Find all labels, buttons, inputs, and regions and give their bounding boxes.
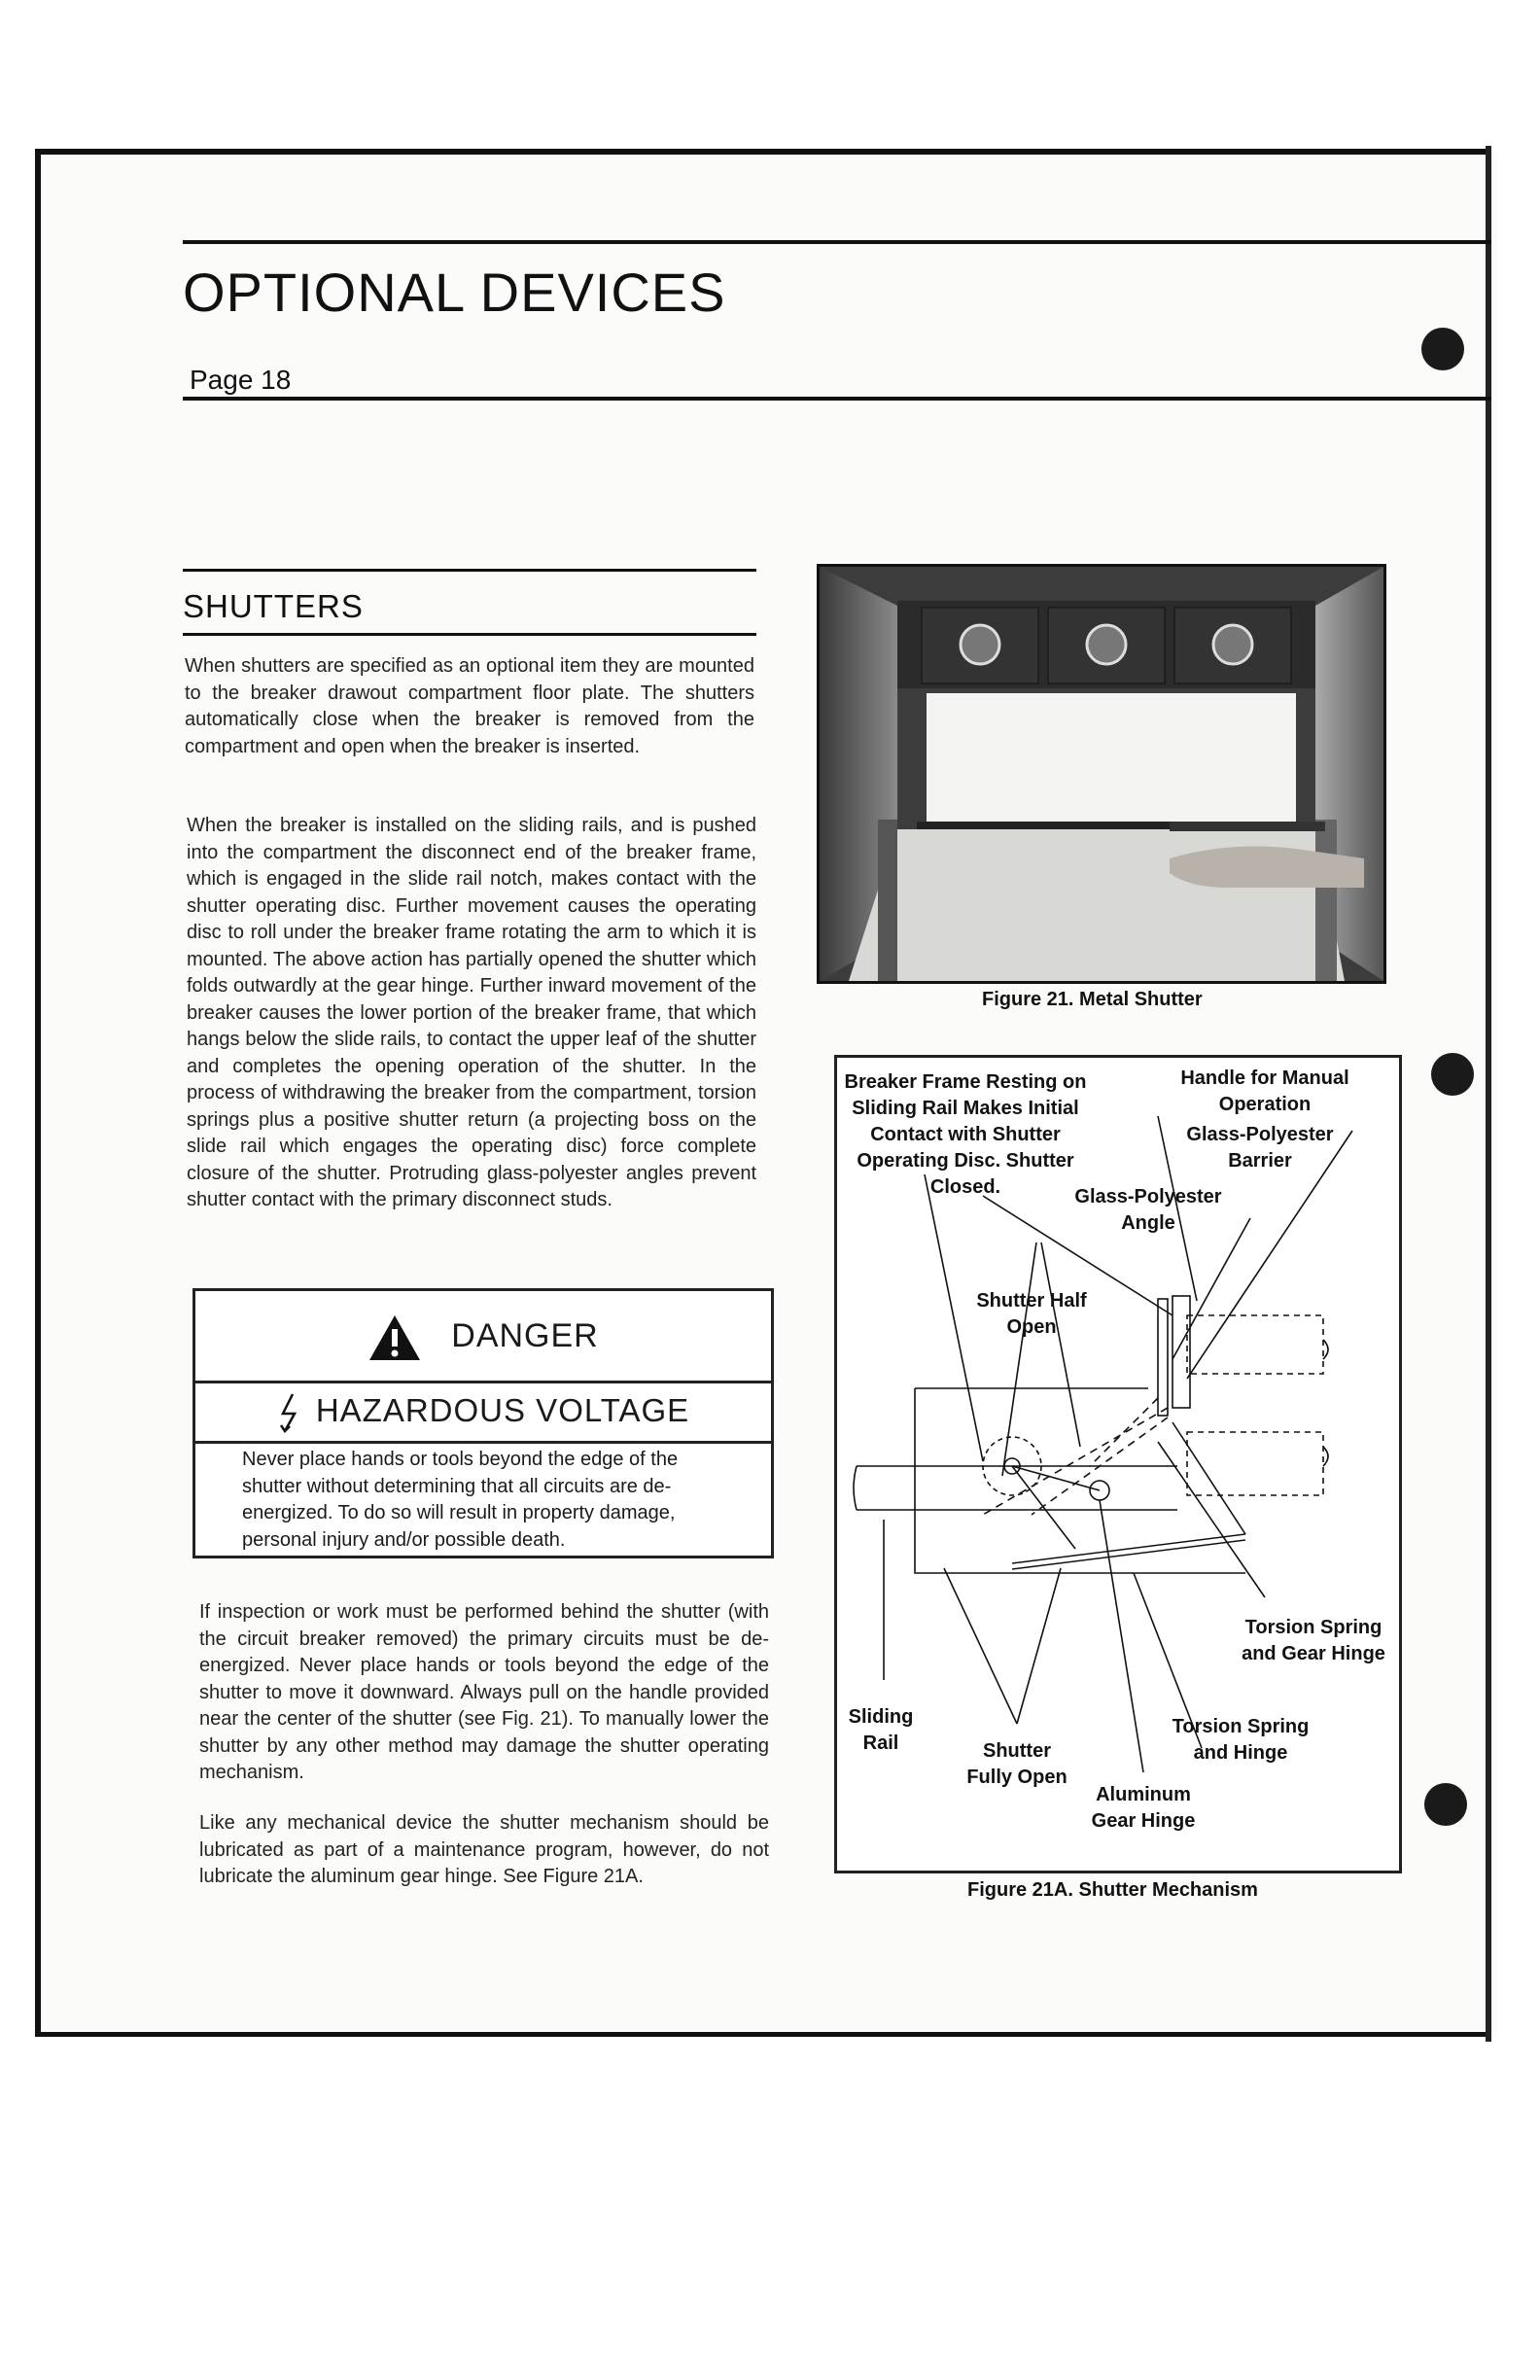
section-top-rule bbox=[183, 569, 756, 572]
page-title: OPTIONAL DEVICES bbox=[183, 262, 726, 323]
label-fully-open: Shutter Fully Open bbox=[966, 1740, 1068, 1788]
label-aluminum: Aluminum Gear Hinge bbox=[1091, 1784, 1196, 1832]
label-angle: Glass-Polyester Angle bbox=[1074, 1186, 1222, 1234]
binder-hole-icon bbox=[1431, 1053, 1474, 1096]
page-number: Page 18 bbox=[190, 365, 292, 395]
label-barrier: Glass-Polyester Barrier bbox=[1186, 1124, 1334, 1172]
figure-21-caption: Figure 21. Metal Shutter bbox=[982, 989, 1203, 1010]
body-paragraph-3: If inspection or work must be performed behind the shutter (with the circuit breaker removed) the primary circuits must be de-energized. Never place hands or tools beyond the edge of the shutter to move it downward. Always pull on the handle provided near the center of the shutter (see Fig. 21). To manually lower the shutter by any other method may damage the shutter operating mechanism. bbox=[199, 1601, 769, 1783]
lightning-bolt-icon bbox=[277, 1392, 302, 1433]
danger-header bbox=[195, 1291, 771, 1383]
label-torsion-gear: Torsion Spring and Gear Hinge bbox=[1242, 1617, 1385, 1664]
label-sliding-rail: Sliding Rail bbox=[848, 1706, 914, 1754]
page-bottom-edge bbox=[35, 2032, 1491, 2037]
label-breaker-frame: Breaker Frame Resting on Sliding Rail Makes Initial Contact with Shutter Operating Disc. Shutter Closed. bbox=[844, 1071, 1087, 1198]
danger-notice bbox=[192, 1288, 774, 1558]
page-top-edge bbox=[35, 149, 1491, 155]
figure-21a-caption: Figure 21A. Shutter Mechanism bbox=[967, 1879, 1258, 1901]
label-handle: Handle for Manual Operation bbox=[1180, 1068, 1349, 1115]
label-half-open: Shutter Half Open bbox=[976, 1290, 1087, 1338]
photo-illustration bbox=[820, 567, 1383, 981]
binder-hole-icon bbox=[1424, 1783, 1467, 1826]
label-torsion-hinge: Torsion Spring and Hinge bbox=[1172, 1716, 1310, 1764]
page-right-edge bbox=[1486, 146, 1491, 2042]
body-paragraph-4: Like any mechanical device the shutter mechanism should be lubricated as part of a maintenance program, however, do not lubricate the aluminum gear hinge. See Figure 21A. bbox=[199, 1812, 769, 1887]
binder-hole-icon bbox=[1421, 328, 1464, 370]
hazard-header bbox=[195, 1381, 771, 1444]
hazard-title: HAZARDOUS VOLTAGE bbox=[315, 1392, 690, 1428]
header-top-rule bbox=[183, 240, 1491, 244]
danger-text: Never place hands or tools beyond the edge of the shutter without determining that all circuits are de-energized. To do so will result in property damage, personal injury and/or possible death. bbox=[242, 1449, 679, 1551]
shutter-mechanism-diagram bbox=[834, 1055, 1402, 1873]
warning-triangle-icon bbox=[368, 1313, 422, 1362]
section-heading: SHUTTERS bbox=[183, 588, 364, 624]
danger-title: DANGER bbox=[451, 1317, 599, 1354]
metal-shutter-photo bbox=[817, 564, 1386, 984]
header-bottom-rule bbox=[183, 397, 1491, 401]
body-paragraph-1: When shutters are specified as an optional item they are mounted to the breaker drawout compartment floor plate. The shutters automatically close when the breaker is removed from the compartment and open when the breaker is inserted. bbox=[185, 655, 754, 757]
section-bottom-rule bbox=[183, 633, 756, 636]
body-paragraph-2: When the breaker is installed on the sliding rails, and is pushed into the compartment the disconnect end of the breaker frame, which is engaged in the slide rail notch, makes contact with the shutter operating disc. Further movement causes the operating disc to roll under the breaker frame rotating the arm to which it is mounted. The above action has partially opened the shutter which folds outwardly at the gear hinge. Further inward movement of the breaker causes the lower portion of the breaker frame, that which hangs below the slide rails, to contact the upper leaf of the shutter and completes the opening operation of the shutter. In the process of withdrawing the breaker from the compartment, torsion springs plus a positive shutter return (a projecting boss on the slide rail which engages the operating disc) force complete closure of the shutter. Protruding glass-polyester angles prevent shutter contact with the primary disconnect studs. bbox=[187, 815, 756, 1210]
